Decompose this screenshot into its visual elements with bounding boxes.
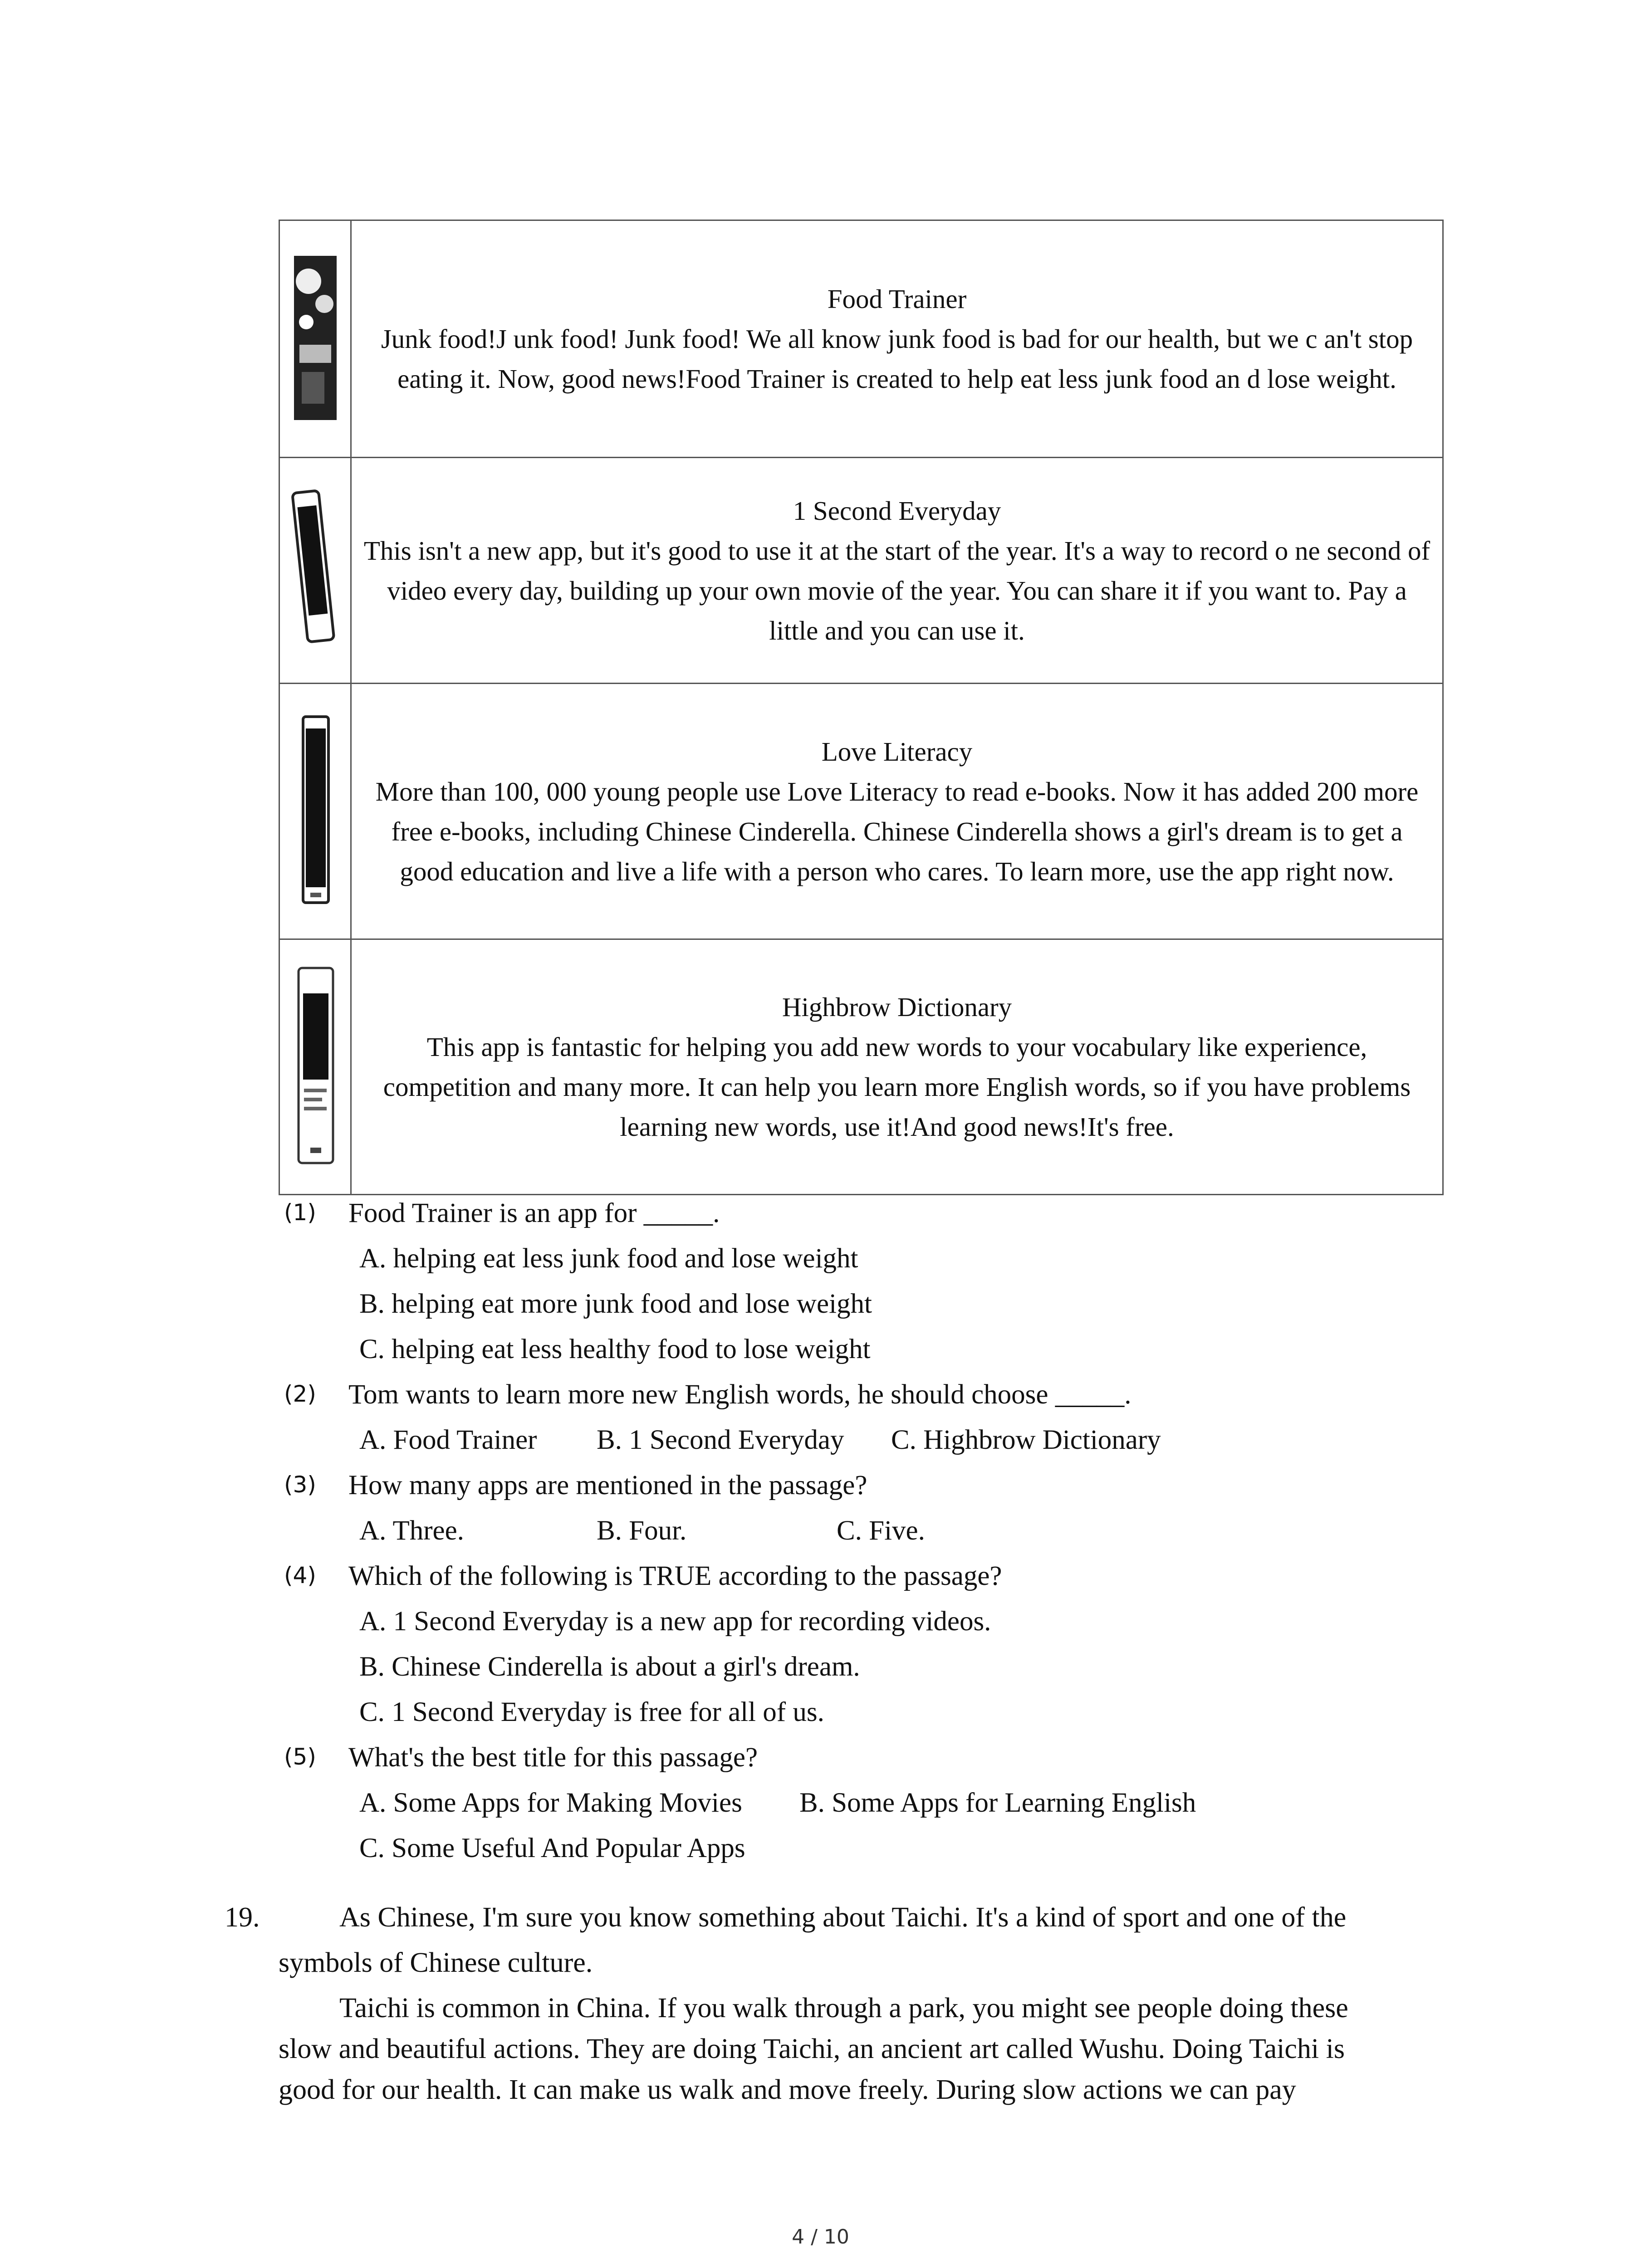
passage-line: As Chinese, I'm sure you know something about Taichi. It's a kind of sport and one of the — [339, 1902, 1347, 1933]
question-number: (4) — [284, 1562, 316, 1589]
option: C. Five. — [837, 1515, 925, 1546]
app-image-cell — [279, 220, 351, 458]
question-number: (1) — [284, 1199, 316, 1226]
option: C. Some Useful And Popular Apps — [359, 1833, 745, 1863]
question-text: Tom wants to learn more new English words, he should choose _____. — [348, 1379, 1132, 1410]
app-text-cell — [351, 220, 1443, 458]
question-text: What's the best title for this passage? — [348, 1742, 758, 1773]
page-number: 4 / 10 — [792, 2225, 849, 2248]
app-description: This app is fantastic for helping you add new words to your vocabulary like experience, competition and many more. It can help you learn more English words, so if you have problems learning new words, use it!And good news!It's free. — [383, 1032, 1411, 1142]
option: A. 1 Second Everyday is a new app for recording videos. — [359, 1606, 991, 1637]
app-text-cell — [351, 684, 1443, 939]
app-text-cell — [351, 458, 1443, 684]
apps-table — [279, 220, 1444, 1195]
option: A. helping eat less junk food and lose weight — [359, 1243, 858, 1274]
question-text: Food Trainer is an app for _____. — [348, 1198, 720, 1228]
dictionary-app-image — [290, 966, 340, 1166]
food-trainer-app-image — [290, 254, 340, 422]
app-text-cell — [351, 939, 1443, 1195]
option: B. Chinese Cinderella is about a girl's dream. — [359, 1652, 860, 1682]
option: A. Three. — [359, 1515, 464, 1546]
option: B. Some Apps for Learning English — [799, 1788, 1196, 1818]
app-row-1-second-everyday — [279, 458, 1443, 684]
app-image-cell — [279, 939, 351, 1195]
option: B. 1 Second Everyday — [597, 1425, 844, 1455]
passage-line: symbols of Chinese culture. — [279, 1947, 593, 1978]
question-text: How many apps are mentioned in the passage? — [348, 1470, 867, 1501]
passage-line: Taichi is common in China. If you walk through a park, you might see people doing these — [339, 1993, 1348, 2024]
question-text: Which of the following is TRUE according to the passage? — [348, 1561, 1002, 1591]
question-number: (3) — [284, 1471, 316, 1498]
app-row-love-literacy — [279, 684, 1443, 939]
passage-line: slow and beautiful actions. They are doing Taichi, an ancient art called Wushu. Doing Taichi is — [279, 2033, 1345, 2064]
app-description: This isn't a new app, but it's good to use it at the start of the year. It's a way to record o ne second of video every day, building up your own movie of the year. You can share it if you want to. Pay a little and you can use it. — [363, 535, 1430, 645]
option: C. Highbrow Dictionary — [891, 1425, 1161, 1455]
app-image-cell — [279, 458, 351, 684]
app-row-food-trainer — [279, 220, 1443, 458]
app-name: Food Trainer — [827, 284, 967, 314]
ebook-app-image — [290, 715, 340, 905]
option: B. Four. — [597, 1515, 687, 1546]
app-name: 1 Second Everyday — [793, 495, 1001, 526]
app-description: More than 100, 000 young people use Love Literacy to read e-books. Now it has added 200 more free e-books, including Chinese Cinderella. Chinese Cinderella shows a girl's dream is to get a good education and live a life with a person who cares. To learn more, use the app right now. — [375, 776, 1419, 886]
option: A. Food Trainer — [359, 1425, 537, 1455]
passage-number: 19. — [225, 1902, 260, 1933]
question-number: (5) — [284, 1744, 316, 1770]
passage-line: good for our health. It can make us walk and move freely. During slow actions we can pay — [279, 2074, 1296, 2105]
option: C. 1 Second Everyday is free for all of us. — [359, 1697, 824, 1727]
app-image-cell — [279, 684, 351, 939]
app-row-highbrow-dictionary — [279, 939, 1443, 1195]
question-number: (2) — [284, 1381, 316, 1407]
option: A. Some Apps for Making Movies — [359, 1788, 742, 1818]
app-name: Love Literacy — [821, 736, 973, 767]
option: B. helping eat more junk food and lose weight — [359, 1289, 872, 1319]
phone-app-image — [290, 488, 340, 651]
option: C. helping eat less healthy food to lose weight — [359, 1334, 871, 1364]
app-name: Highbrow Dictionary — [782, 992, 1012, 1022]
app-description: Junk food!J unk food! Junk food! We all know junk food is bad for our health, but we c an't stop eating it. Now, good news!Food Trainer is created to help eat less junk food an d lose weight. — [381, 324, 1413, 394]
